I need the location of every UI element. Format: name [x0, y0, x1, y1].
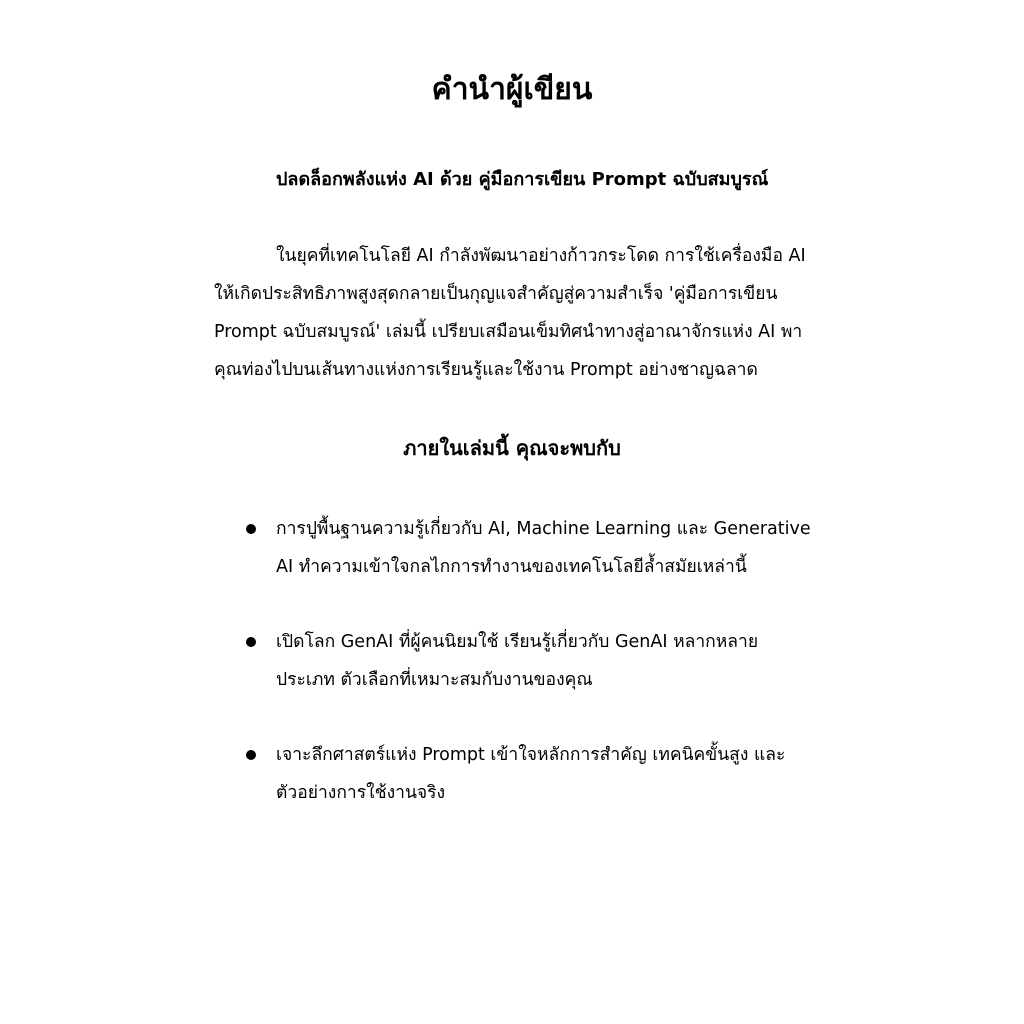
subtitle: ปลดล็อกพลังแห่ง AI ด้วย คู่มือการเขียน Prompt ฉบับสมบูรณ์ [276, 169, 769, 190]
section-heading: ภายในเล่มนี้ คุณจะพบกับ [403, 436, 621, 460]
list-item [244, 510, 814, 586]
page-title: คำนำผู้เขียน [431, 72, 593, 107]
list-item-text: เปิดโลก GenAI ที่ผู้คนนิยมใช้ เรียนรู้เกี่ยวกับ GenAI หลากหลายประเภท ตัวเลือกที่เหมาะสมกับงานของคุณ [276, 632, 759, 690]
bullet-list [244, 510, 814, 849]
intro-paragraph: ในยุคที่เทคโนโลยี AI กำลังพัฒนาอย่างก้าวกระโดด การใช้เครื่องมือ AI ให้เกิดประสิทธิภาพสูงสุดกลายเป็นกุญแจสำคัญสู่ความสำเร็จ 'คู่มือการเขียน Prompt ฉบับสมบูรณ์' เล่มนี้ เปรียบเสมือนเข็มทิศนำทางสู่อาณาจักรแห่ง AI พาคุณท่องไปบนเส้นทางแห่งการเรียนรู้และใช้งาน Prompt อย่างชาญฉลาด [214, 246, 806, 380]
list-item [244, 736, 814, 812]
bullet-dot-icon [246, 524, 256, 534]
bullet-dot-icon [246, 750, 256, 760]
list-item-text: การปูพื้นฐานความรู้เกี่ยวกับ AI, Machine Learning และ Generative AI ทำความเข้าใจกลไกการทำงานของเทคโนโลยีล้ำสมัยเหล่านี้ [276, 519, 811, 577]
bullet-dot-icon [246, 637, 256, 647]
list-item [244, 623, 814, 699]
list-item-text: เจาะลึกศาสตร์แห่ง Prompt เข้าใจหลักการสำคัญ เทคนิคขั้นสูง และตัวอย่างการใช้งานจริง [276, 745, 786, 803]
